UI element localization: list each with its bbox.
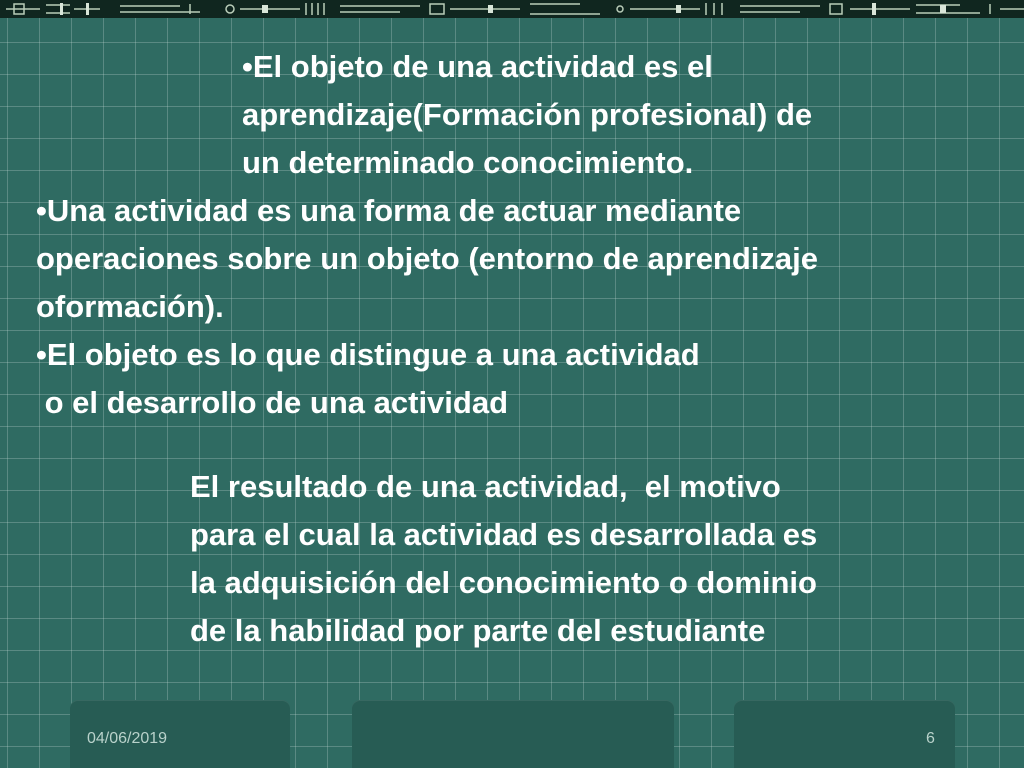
- bullet-distingue-actividad: [36, 331, 700, 427]
- text-line: o el desarrollo de una actividad: [36, 385, 509, 420]
- footer-date: 04/06/2019: [87, 730, 168, 747]
- text-line: El resultado de una actividad, el motivo: [190, 469, 781, 504]
- bullet-objeto-actividad: [242, 43, 812, 187]
- text-line: aprendizaje(Formación profesional) de: [242, 97, 813, 132]
- text-line: oformación).: [36, 289, 224, 324]
- circuit-board-banner: [0, 0, 1024, 18]
- text-line: para el cual la actividad es desarrollada es: [190, 517, 818, 552]
- resultado-paragraph: [190, 463, 817, 655]
- footer-page-box: [734, 700, 955, 768]
- text-line: •El objeto de una actividad es el: [242, 49, 713, 84]
- text-line: la adquisición del conocimiento o dominio: [190, 565, 817, 600]
- footer-center-box: [352, 700, 674, 768]
- text-line: de la habilidad por parte del estudiante: [190, 613, 766, 648]
- page-number: 6: [926, 730, 935, 747]
- text-line: un determinado conocimiento.: [242, 145, 694, 180]
- text-line: •El objeto es lo que distingue a una actividad: [36, 337, 700, 372]
- bullet-forma-de-actuar: [36, 187, 818, 331]
- text-line: •Una actividad es una forma de actuar mediante: [36, 193, 742, 228]
- circuit-pattern-graphic: [0, 0, 1024, 18]
- text-line: operaciones sobre un objeto (entorno de aprendizaje: [36, 241, 819, 276]
